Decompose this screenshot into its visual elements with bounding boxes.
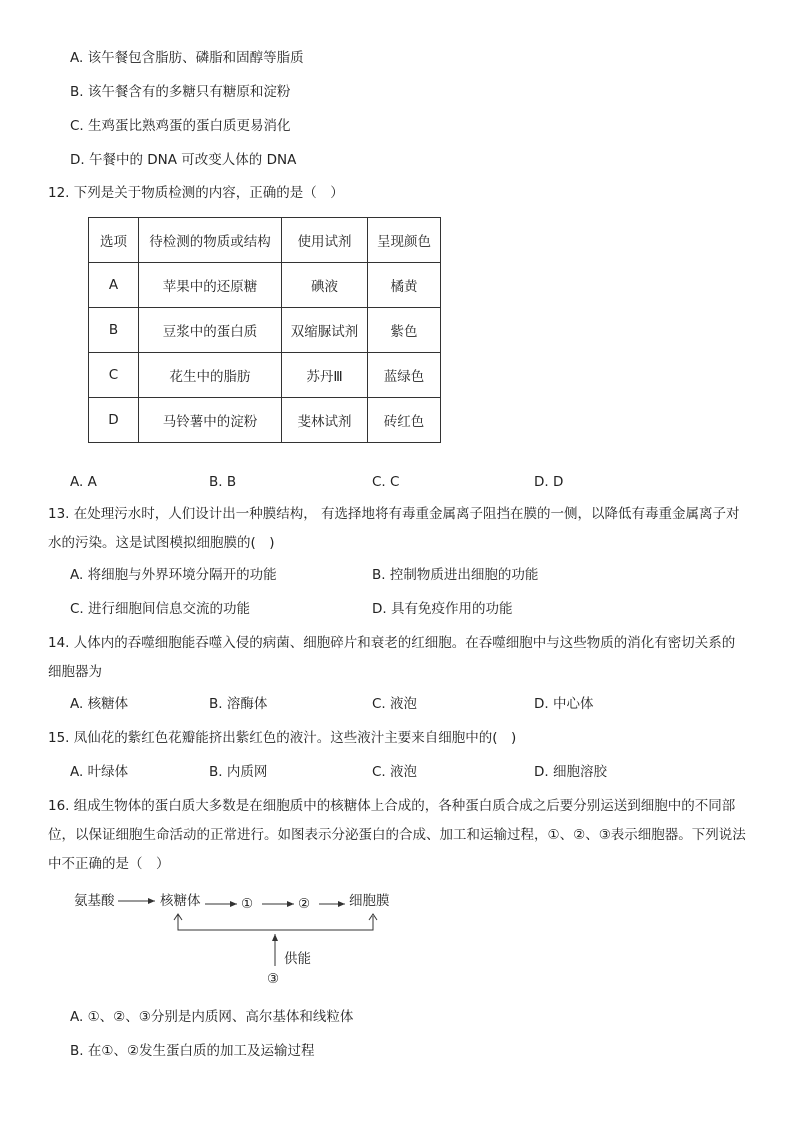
q12-stem: 12. 下列是关于物质检测的内容，正确的是（ ） xyxy=(48,185,344,201)
q12-option-b: B. B xyxy=(209,474,237,490)
q15-option-a: A. 叶绿体 xyxy=(70,764,129,780)
q13-stem: 13. 在处理污水时，人们设计出一种膜结构， 有选择地将有毒重金属离子阻挡在膜的一侧，以降低有毒重金属离子对水的污染。这是试图模拟细胞膜的( ) xyxy=(48,506,740,551)
q13-option-d: D. 具有免疫作用的功能 xyxy=(372,601,513,617)
table-cell: A xyxy=(89,263,139,308)
q11-option-c: C. 生鸡蛋比熟鸡蛋的蛋白质更易消化 xyxy=(70,118,291,134)
table-header-cell: 选项 xyxy=(89,218,139,263)
table-cell: 斐林试剂 xyxy=(282,398,368,443)
table-cell: C xyxy=(89,353,139,398)
q14-stem: 14. 人体内的吞噬细胞能吞噬入侵的病菌、细胞碎片和衰老的红细胞。在吞噬细胞中与这些物质的消化有密切关系的细胞器为 xyxy=(48,635,736,680)
table-cell: 苏丹Ⅲ xyxy=(282,353,368,398)
q16-option-a: A. ①、②、③分别是内质网、高尔基体和线粒体 xyxy=(70,1009,354,1025)
table-cell: 苹果中的还原糖 xyxy=(139,263,282,308)
table-header-cell: 待检测的物质或结构 xyxy=(139,218,282,263)
table-cell: 紫色 xyxy=(368,308,441,353)
label-cell-membrane: 细胞膜 xyxy=(349,893,390,909)
q13-option-b: B. 控制物质进出细胞的功能 xyxy=(372,567,539,583)
q12-table xyxy=(88,217,441,443)
table-header-row xyxy=(89,218,441,263)
energy-bracket xyxy=(178,916,373,930)
q13-option-a: A. 将细胞与外界环境分隔开的功能 xyxy=(70,567,277,583)
q14-option-a: A. 核糖体 xyxy=(70,696,129,712)
table-row xyxy=(89,308,441,353)
q12-option-c: C. C xyxy=(372,474,400,490)
table-cell: D xyxy=(89,398,139,443)
label-ribosome: 核糖体 xyxy=(160,893,201,909)
secretion-flow-diagram xyxy=(60,880,420,995)
q15-stem: 15. 凤仙花的紫红色花瓣能挤出紫红色的液汁。这些液汁主要来自细胞中的( ) xyxy=(48,730,517,746)
table-header-cell: 使用试剂 xyxy=(282,218,368,263)
q16-option-b: B. 在①、②发生蛋白质的加工及运输过程 xyxy=(70,1043,315,1059)
q15-option-c: C. 液泡 xyxy=(372,764,418,780)
table-cell: 碘液 xyxy=(282,263,368,308)
q15-option-d: D. 细胞溶胶 xyxy=(534,764,607,780)
q13-option-c: C. 进行细胞间信息交流的功能 xyxy=(70,601,251,617)
table-cell: 花生中的脂肪 xyxy=(139,353,282,398)
table-row xyxy=(89,263,441,308)
label-energy: 供能 xyxy=(284,951,311,967)
label-amino-acid: 氨基酸 xyxy=(74,893,115,909)
q11-option-b: B. 该午餐含有的多糖只有糖原和淀粉 xyxy=(70,84,291,100)
table-cell: 双缩脲试剂 xyxy=(282,308,368,353)
table-header-cell: 呈现颜色 xyxy=(368,218,441,263)
label-organelle-1: ① xyxy=(241,896,254,912)
q16-stem: 16. 组成生物体的蛋白质大多数是在细胞质中的核糖体上合成的，各种蛋白质合成之后要分别运送到细胞中的不同部位，以保证细胞生命活动的正常进行。如图表示分泌蛋白的合成、加工和运输过程，①、②、③表示细胞器。下列说法中不正确的是（ ） xyxy=(48,798,746,872)
q14-option-c: C. 液泡 xyxy=(372,696,418,712)
table-cell: 豆浆中的蛋白质 xyxy=(139,308,282,353)
q12-option-d: D. D xyxy=(534,474,564,490)
label-organelle-2: ② xyxy=(298,896,311,912)
q12-option-a: A. A xyxy=(70,474,97,490)
table-row xyxy=(89,353,441,398)
label-organelle-3: ③ xyxy=(267,971,280,987)
table-row xyxy=(89,398,441,443)
q11-option-d: D. 午餐中的 DNA 可改变人体的 DNA xyxy=(70,152,297,168)
q14-option-d: D. 中心体 xyxy=(534,696,594,712)
q11-option-a: A. 该午餐包含脂肪、磷脂和固醇等脂质 xyxy=(70,50,304,66)
table-cell: B xyxy=(89,308,139,353)
table-cell: 橘黄 xyxy=(368,263,441,308)
q15-option-b: B. 内质网 xyxy=(209,764,268,780)
q14-option-b: B. 溶酶体 xyxy=(209,696,268,712)
table-cell: 马铃薯中的淀粉 xyxy=(139,398,282,443)
table-cell: 砖红色 xyxy=(368,398,441,443)
table-cell: 蓝绿色 xyxy=(368,353,441,398)
